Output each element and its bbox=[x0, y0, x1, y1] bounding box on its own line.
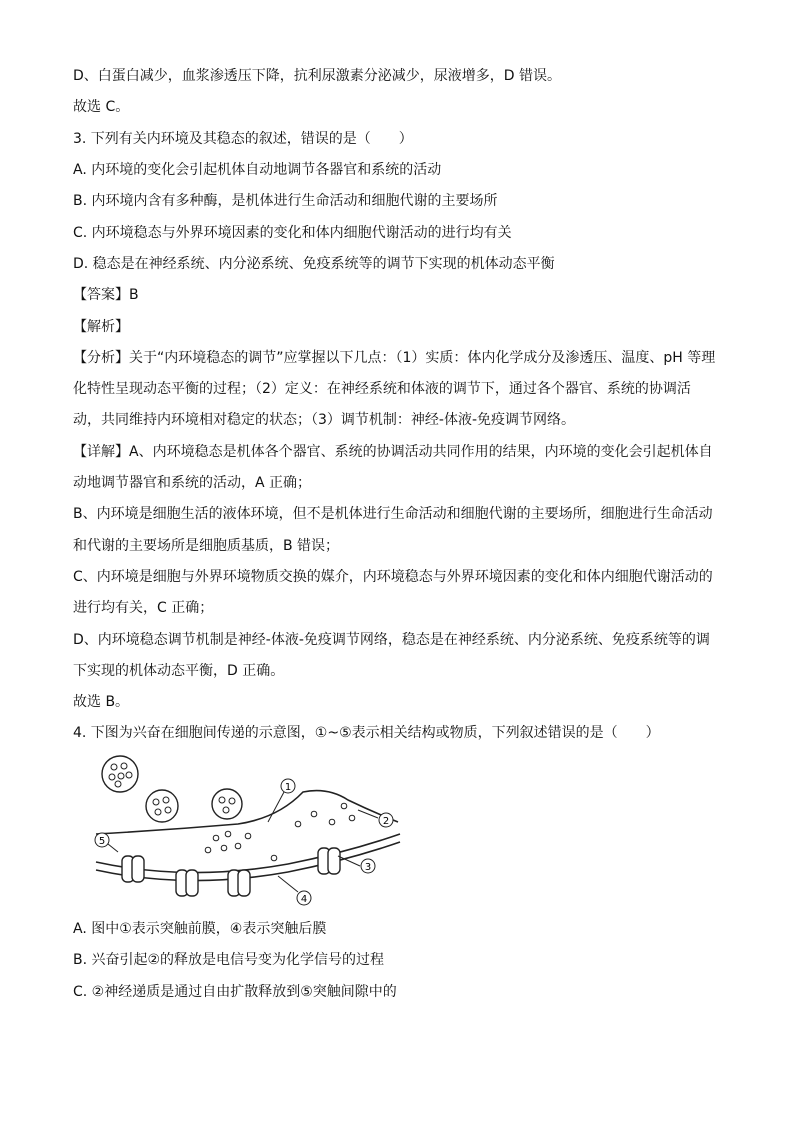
synapse-diagram bbox=[88, 752, 408, 912]
line-17: 进行均有关，C 正确； bbox=[73, 600, 214, 616]
question-4: 4. 下图为兴奋在细胞间传递的示意图，①~⑤表示相关结构或物质，下列叙述错误的是（ ） bbox=[73, 725, 660, 741]
analysis-label: 【解析】 bbox=[73, 319, 129, 335]
option-b: B. 兴奋引起②的释放是电信号变为化学信号的过程 bbox=[73, 952, 385, 968]
vesicle bbox=[146, 790, 178, 822]
answer-label: 【答案】B bbox=[73, 287, 139, 303]
label-3: 3 bbox=[364, 862, 372, 873]
label-4: 4 bbox=[300, 894, 308, 905]
line-5: C. 内环境稳态与外界环境因素的变化和体内细胞代谢活动的进行均有关 bbox=[73, 225, 512, 241]
line-12: 【详解】A、内环境稳态是机体各个器官、系统的协调活动共同作用的结果，内环境的变化会引起机体自 bbox=[73, 444, 713, 460]
line-6: D. 稳态是在神经系统、内分泌系统、免疫系统等的调节下实现的机体动态平衡 bbox=[73, 256, 555, 272]
vesicle bbox=[212, 789, 242, 819]
label-5: 5 bbox=[98, 836, 106, 847]
option-c: C. ②神经递质是通过自由扩散释放到⑤突触间隙中的 bbox=[73, 984, 397, 1000]
option-a: A. 图中①表示突触前膜，④表示突触后膜 bbox=[73, 921, 327, 937]
line-11: 动，共同维持内环境相对稳定的状态；（3）调节机制：神经-体液-免疫调节网络。 bbox=[73, 412, 576, 428]
line-15: 和代谢的主要场所是细胞质基质，B 错误； bbox=[73, 538, 340, 554]
line-4: B. 内环境内含有多种酶，是机体进行生命活动和细胞代谢的主要场所 bbox=[73, 193, 498, 209]
line-16: C、内环境是细胞与外界环境物质交换的媒介，内环境稳态与外界环境因素的变化和体内细胞代谢活动的 bbox=[73, 569, 713, 585]
line-19: 下实现的机体动态平衡，D 正确。 bbox=[73, 663, 285, 679]
line-9: 【分析】关于“内环境稳态的调节”应掌握以下几点：（1）实质：体内化学成分及渗透压、温度、pH 等理 bbox=[73, 350, 716, 366]
presynaptic-membrane bbox=[96, 791, 398, 834]
line-14: B、内环境是细胞生活的液体环境，但不是机体进行生命活动和细胞代谢的主要场所，细胞进行生命活动 bbox=[73, 506, 713, 522]
line-20: 故选 B。 bbox=[73, 694, 130, 710]
line-0: D、白蛋白减少，血浆渗透压下降，抗利尿激素分泌减少，尿液增多，D 错误。 bbox=[73, 68, 562, 84]
line-1: 故选 C。 bbox=[73, 99, 130, 115]
label-1: 1 bbox=[284, 782, 292, 793]
label-2: 2 bbox=[382, 816, 390, 827]
line-3: A. 内环境的变化会引起机体自动地调节各器官和系统的活动 bbox=[73, 162, 442, 178]
line-18: D、内环境稳态调节机制是神经-体液-免疫调节网络，稳态是在神经系统、内分泌系统、免疫系统等的调 bbox=[73, 632, 710, 648]
line-2: 3. 下列有关内环境及其稳态的叙述，错误的是（ ） bbox=[73, 131, 413, 147]
line-13: 动地调节器官和系统的活动，A 正确； bbox=[73, 475, 312, 491]
line-10: 化特性呈现动态平衡的过程；（2）定义：在神经系统和体液的调节下，通过各个器官、系统的协调活 bbox=[73, 381, 691, 397]
